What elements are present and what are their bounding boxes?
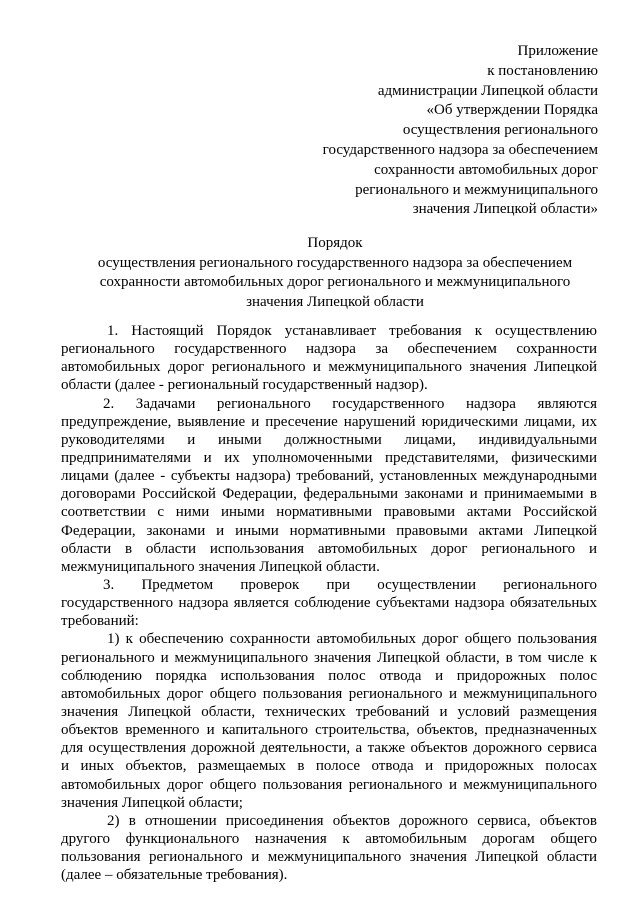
- paragraph-line: и иных объектов, размещаемых в полосе отвода и придорожных полосах: [61, 758, 597, 775]
- appendix-line: Приложение: [517, 43, 598, 59]
- paragraph-line: другого функционального назначения к автомобильным дорогам общего: [61, 830, 597, 847]
- paragraph-line: 3. Предметом проверок при осуществлении регионального: [103, 576, 597, 593]
- paragraph-line: значения Липецкой области, технических требований и условий размещения: [61, 703, 597, 720]
- paragraph-line: соответствии с ними иными нормативными правовыми актами Российской: [61, 504, 597, 521]
- title-heading: Порядок: [307, 235, 363, 251]
- paragraph: [61, 630, 597, 811]
- paragraph-line: соблюдению порядка использования полос отвода и придорожных полос: [61, 667, 597, 684]
- paragraph-line: объектов временного и капитального строительства, объектов, предназначенных: [61, 722, 597, 739]
- title-line: значения Липецкой области: [246, 293, 424, 310]
- paragraph-line: области в области использования автомобильных дорог регионального и: [61, 540, 597, 557]
- paragraph-line: регионального государственного надзора за обеспечением сохранности: [61, 341, 597, 358]
- appendix-line: значения Липецкой области»: [412, 201, 598, 218]
- paragraph-line: требований:: [61, 613, 139, 630]
- appendix-line: администрации Липецкой области: [377, 82, 598, 99]
- paragraph-line: 1) к обеспечению сохранности автомобильных дорог общего пользования: [107, 631, 597, 648]
- paragraph-line: автомобильных дорог общего пользования регионального и межмуниципального: [61, 685, 597, 702]
- document-body: [61, 322, 597, 884]
- appendix-line: «Об утверждении Порядка: [426, 102, 598, 119]
- paragraph-line: регионального и межмуниципального значения Липецкой области, в том числе к: [61, 649, 597, 666]
- paragraph-line: руководителями и иными должностными лицами, индивидуальными: [61, 431, 597, 448]
- paragraph-line: договорами Российской Федерации, федеральными законами и принимаемыми в: [61, 486, 597, 503]
- appendix-line: к постановлению: [487, 62, 598, 79]
- paragraph: [61, 322, 597, 395]
- paragraph-line: межмуниципального значения Липецкой области.: [61, 558, 380, 575]
- appendix-line: государственного надзора за обеспечением: [322, 141, 598, 158]
- paragraph-line: для осуществления дорожной деятельности, а также объектов дорожного сервиса: [61, 740, 597, 757]
- paragraph-line: области (далее - региональный государственный надзор).: [61, 377, 428, 394]
- paragraph-line: автомобильных дорог общего пользования регионального и межмуниципального: [61, 776, 597, 793]
- paragraph: [61, 395, 597, 576]
- paragraph-line: 2) в отношении присоединения объектов дорожного сервиса, объектов: [107, 812, 597, 829]
- appendix-line: регионального и межмуниципального: [355, 181, 598, 198]
- paragraph-line: 1. Настоящий Порядок устанавливает требования к осуществлению: [107, 323, 597, 339]
- paragraph-line: предупреждение, выявление и пресечение нарушений юридическими лицами, их: [61, 413, 597, 430]
- paragraph-line: автомобильных дорог регионального и межмуниципального значения Липецкой: [61, 359, 597, 376]
- paragraph-line: пользования регионального и межмуниципального значения Липецкой области: [61, 849, 597, 866]
- title-line: сохранности автомобильных дорог регионального и межмуниципального: [99, 274, 571, 291]
- appendix-header: [300, 42, 598, 220]
- paragraph-line: Федерации, законами и иными нормативными правовыми актами Липецкой: [61, 522, 597, 539]
- paragraph: [61, 812, 597, 885]
- paragraph-line: лицами (далее - субъекты надзора) требований, установленных международными: [61, 468, 597, 485]
- document-title: [40, 234, 630, 312]
- paragraph-line: значения Липецкой области;: [61, 794, 243, 811]
- paragraph: [61, 576, 597, 630]
- paragraph-line: предпринимателями и их уполномоченными представителями, физическими: [61, 449, 597, 466]
- paragraph-line: государственного надзора является соблюдение субъектами надзора обязательных: [61, 595, 597, 612]
- title-line: осуществления регионального государственного надзора за обеспечением: [97, 254, 573, 271]
- appendix-line: сохранности автомобильных дорог: [374, 161, 598, 178]
- paragraph-line: 2. Задачами регионального государственного надзора являются: [103, 395, 597, 412]
- paragraph-line: (далее – обязательные требования).: [61, 867, 288, 884]
- appendix-line: осуществления регионального: [402, 122, 598, 139]
